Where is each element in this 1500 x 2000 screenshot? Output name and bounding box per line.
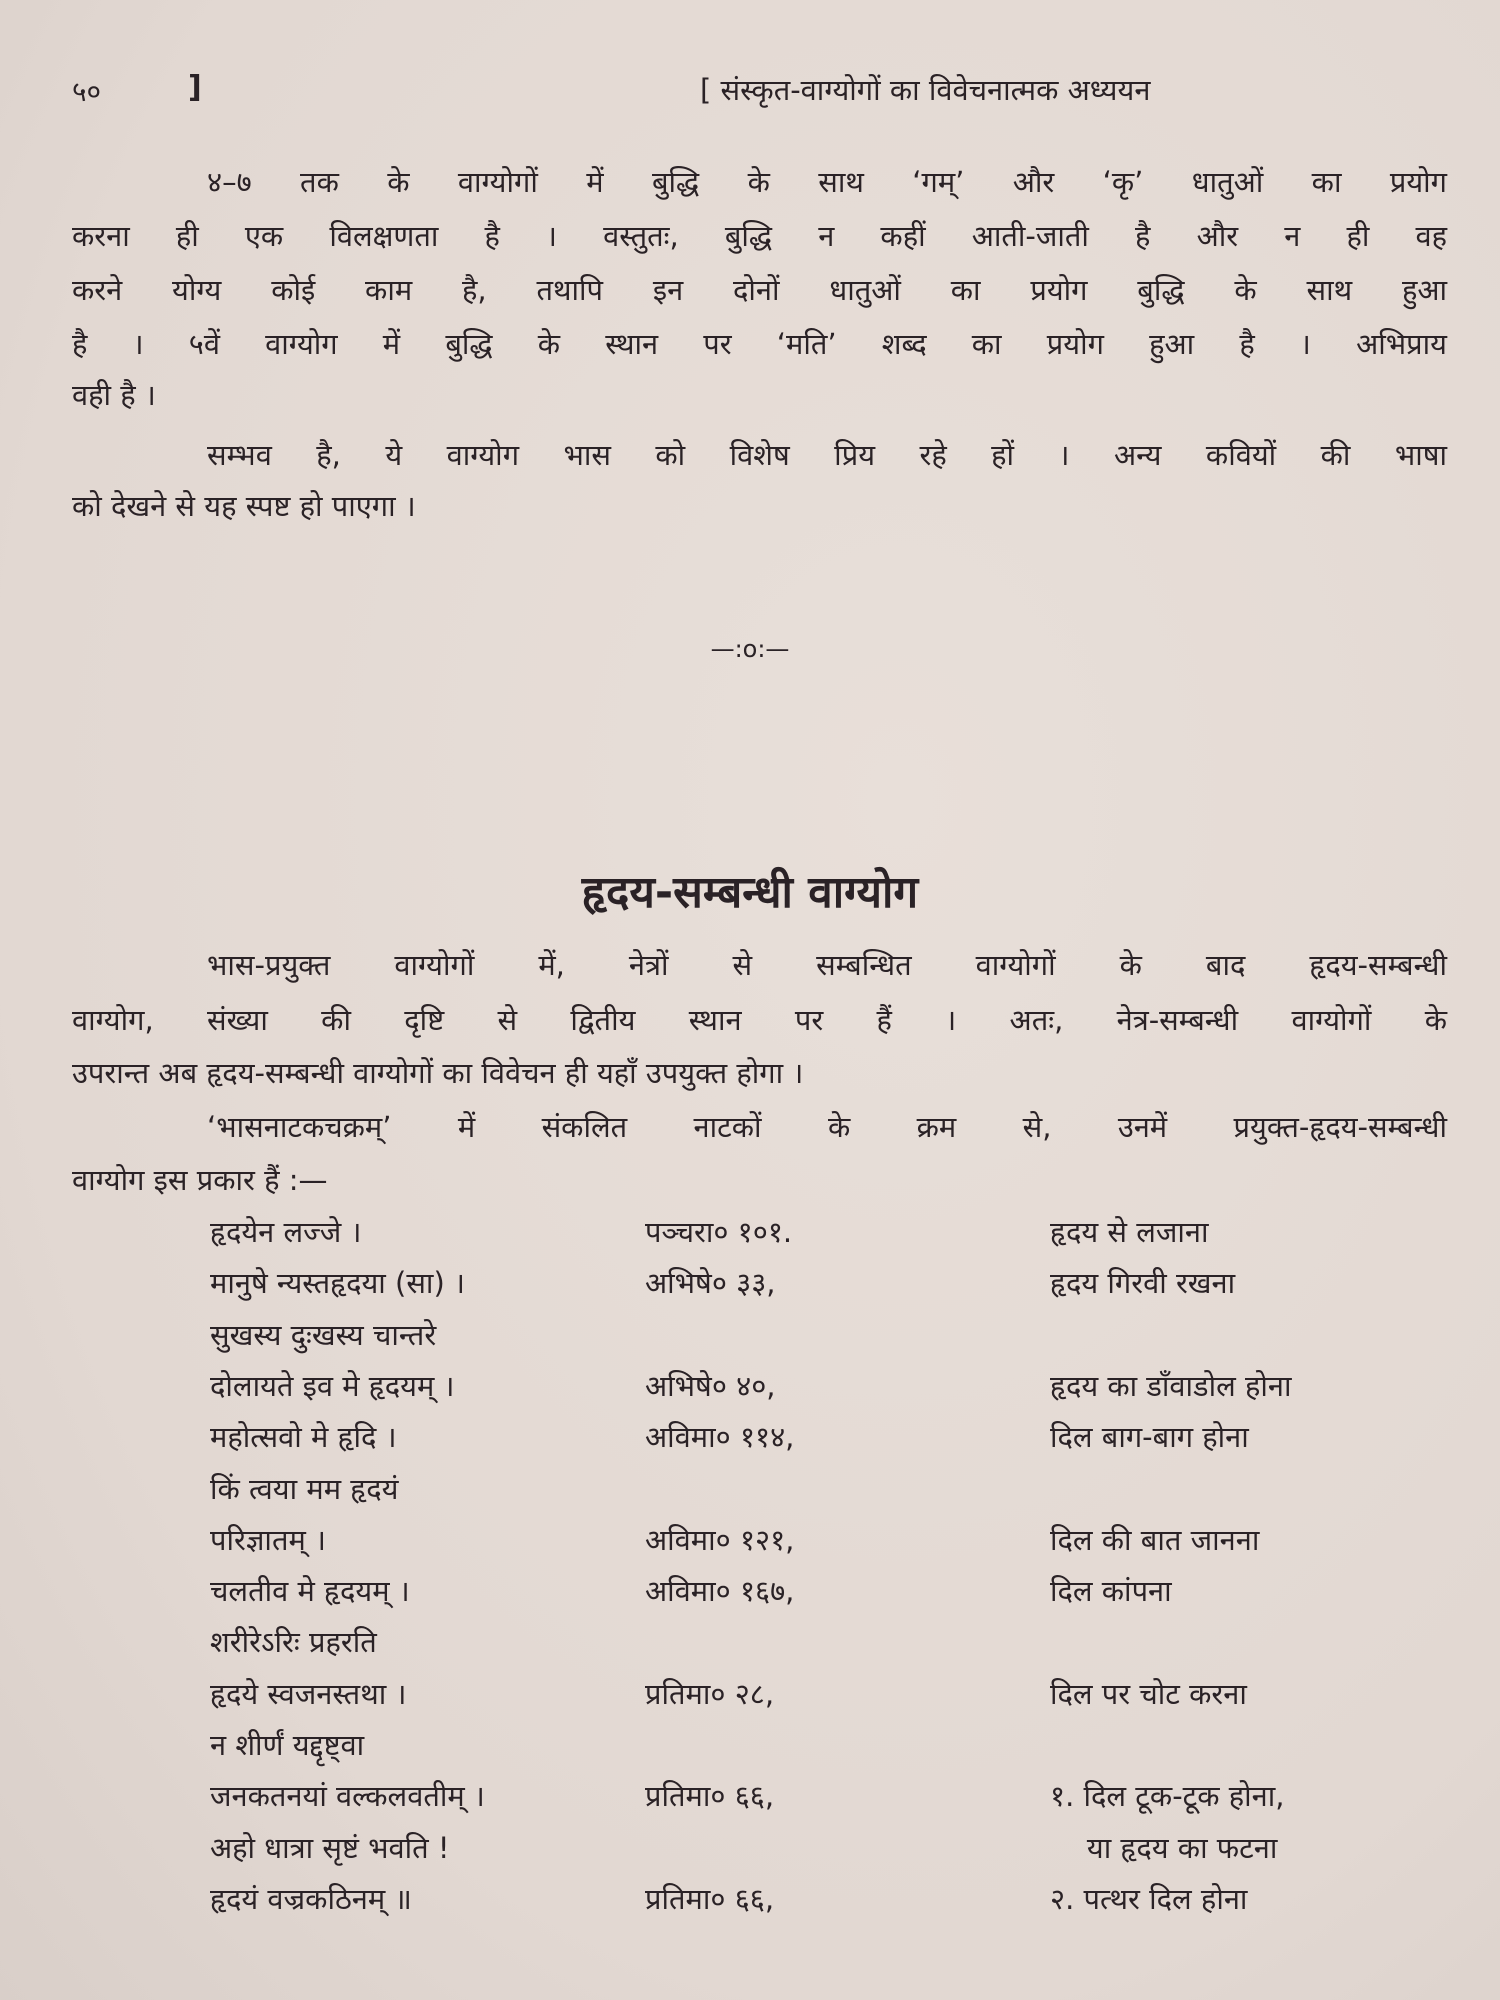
source-reference: अविमा० ११४, xyxy=(645,1420,795,1455)
sanskrit-phrase: परिज्ञातम् । xyxy=(210,1522,327,1557)
paragraph-line: सम्भव है, ये वाग्योग भास को विशेष प्रिय रहे हों । अन्य कवियों की भाषा xyxy=(207,438,1447,472)
sanskrit-phrase: किं त्वया मम हृदयं xyxy=(210,1471,399,1506)
paragraph-line: वही है । xyxy=(72,378,156,412)
source-reference: प्रतिमा० ६६, xyxy=(645,1881,775,1916)
running-title: [ संस्कृत-वाग्योगों का विवेचनात्मक अध्ययन xyxy=(700,73,1151,107)
hindi-meaning: दिल की बात जानना xyxy=(1050,1522,1260,1557)
section-heading: हृदय-सम्बन्धी वाग्योग xyxy=(581,867,919,918)
hindi-meaning: हृदय गिरवी रखना xyxy=(1050,1266,1236,1301)
paragraph-line: वाग्योग, संख्या की दृष्टि से द्वितीय स्थान पर हैं । अतः, नेत्र-सम्बन्धी वाग्योगों के xyxy=(72,1003,1447,1037)
sanskrit-phrase: हृदयेन लज्जे । xyxy=(210,1215,362,1249)
source-reference: अविमा० १६७, xyxy=(645,1574,795,1609)
source-reference: प्रतिमा० २८, xyxy=(645,1676,775,1711)
sanskrit-phrase: शरीरेऽरिः प्रहरति xyxy=(210,1625,377,1660)
source-reference: अभिषे० ३३, xyxy=(645,1266,776,1301)
hindi-meaning: हृदय से लजाना xyxy=(1050,1215,1209,1249)
sanskrit-phrase: चलतीव मे हृदयम् । xyxy=(210,1574,410,1609)
source-reference: अभिषे० ४०, xyxy=(645,1368,776,1403)
paragraph-line: करना ही एक विलक्षणता है । वस्तुतः, बुद्धि न कहीं आती-जाती है और न ही वह xyxy=(72,219,1447,253)
paragraph-line: भास-प्रयुक्त वाग्योगों में, नेत्रों से सम्बन्धित वाग्योगों के बाद हृदय-सम्बन्धी xyxy=(207,948,1447,982)
hindi-meaning: २. पत्थर दिल होना xyxy=(1050,1881,1248,1916)
source-reference: पञ्चरा० १०१. xyxy=(645,1215,793,1249)
sanskrit-phrase: महोत्सवो मे हृदि । xyxy=(210,1420,397,1455)
hindi-meaning: दिल पर चोट करना xyxy=(1050,1676,1247,1711)
source-reference: प्रतिमा० ६६, xyxy=(645,1779,775,1814)
sanskrit-phrase: मानुषे न्यस्तहृदया (सा) । xyxy=(210,1266,465,1301)
paragraph-line: उपरान्त अब हृदय-सम्बन्धी वाग्योगों का विवेचन ही यहाँ उपयुक्त होगा । xyxy=(72,1056,804,1090)
sanskrit-phrase: सुखस्य दुःखस्य चान्तरे xyxy=(210,1317,437,1352)
sanskrit-phrase: दोलायते इव मे हृदयम् । xyxy=(210,1368,455,1403)
paragraph-line: को देखने से यह स्पष्ट हो पाएगा । xyxy=(72,489,416,523)
paragraph-line: वाग्योग इस प्रकार हैं :— xyxy=(72,1163,328,1197)
hindi-meaning: हृदय का डाँवाडोल होना xyxy=(1050,1368,1292,1403)
hindi-meaning: दिल कांपना xyxy=(1050,1574,1172,1609)
sanskrit-phrase: हृदयं वज्रकठिनम् ॥ xyxy=(210,1881,412,1916)
sanskrit-phrase: न शीर्णं यद्दृष्ट्वा xyxy=(210,1728,365,1762)
paragraph-line: करने योग्य कोई काम है, तथापि इन दोनों धातुओं का प्रयोग बुद्धि के साथ हुआ xyxy=(72,273,1447,307)
sanskrit-phrase: जनकतनयां वल्कलवतीम् । xyxy=(210,1779,485,1814)
paragraph-line: ‘भासनाटकचक्रम्’ में संकलित नाटकों के क्रम से, उनमें प्रयुक्त-हृदय-सम्बन्धी xyxy=(207,1110,1447,1144)
sanskrit-phrase: हृदये स्वजनस्तथा । xyxy=(210,1676,407,1711)
hindi-meaning: दिल बाग-बाग होना xyxy=(1050,1420,1249,1455)
paragraph-line: ४–७ तक के वाग्योगों में बुद्धि के साथ ‘गम्’ और ‘कृ’ धातुओं का प्रयोग xyxy=(207,165,1447,199)
section-separator: —:o:— xyxy=(710,635,790,663)
header-bracket: ] xyxy=(188,70,202,105)
hindi-meaning: १. दिल टूक-टूक होना, xyxy=(1050,1779,1285,1814)
paragraph-line: है । ५वें वाग्योग में बुद्धि के स्थान पर ‘मति’ शब्द का प्रयोग हुआ है । अभिप्राय xyxy=(72,327,1447,361)
sanskrit-phrase: अहो धात्रा सृष्टं भवति ! xyxy=(210,1830,450,1865)
page-number: ५० xyxy=(72,75,102,108)
hindi-meaning: या हृदय का फटना xyxy=(1050,1830,1278,1865)
source-reference: अविमा० १२१, xyxy=(645,1522,795,1557)
